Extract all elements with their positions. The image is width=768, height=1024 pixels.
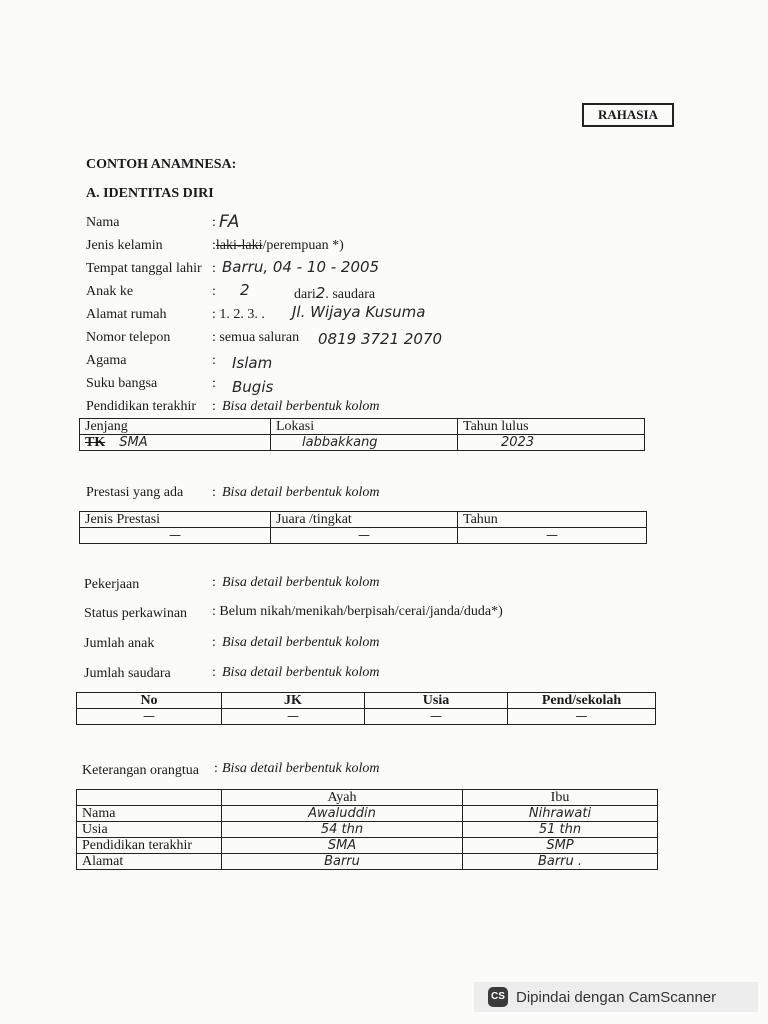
value-ibu-usia: 51 thn [538, 822, 582, 837]
sep-jenis-kelamin: : [212, 238, 216, 253]
dash-mark: — [169, 528, 181, 542]
cell-lokasi [271, 435, 458, 451]
cell-jk [222, 709, 365, 725]
sep-pekerjaan: : [212, 575, 216, 590]
dari-text [294, 284, 375, 303]
sep-pendidikan: : [212, 399, 216, 414]
label-jumlah-anak: Jumlah anak [84, 636, 155, 651]
label-orangtua: Keterangan orangtua [82, 763, 199, 778]
label-ttl: Tempat tanggal lahir [86, 261, 202, 276]
sep-orangtua: : [214, 761, 218, 776]
struck-laki: laki-laki [215, 238, 263, 253]
header-pend-sekolah: Pend/sekolah [508, 693, 656, 709]
cell-juara [271, 528, 458, 544]
label-telepon: Nomor telepon [86, 330, 171, 345]
cell-no [77, 709, 222, 725]
header-no: No [77, 693, 222, 709]
cell-tahun-lulus [458, 435, 645, 451]
cell-pend [508, 709, 656, 725]
section-title: A. IDENTITAS DIRI [86, 186, 214, 201]
sep-alamat: : 1. 2. 3. . [212, 307, 265, 322]
value-jenjang: SMA [119, 435, 148, 450]
sep-anak-ke: : [212, 284, 216, 299]
cell-usia [365, 709, 508, 725]
row-label-alamat: Alamat [77, 854, 222, 870]
value-tahun-lulus: 2023 [501, 435, 535, 450]
dash-mark: — [575, 709, 588, 723]
note-pendidikan: Bisa detail berbentuk kolom [222, 399, 380, 414]
education-table [79, 418, 645, 451]
value-ayah-alamat: Barru [324, 854, 360, 869]
perempuan-text: /perempuan *) [262, 238, 344, 253]
sep-agama: : [212, 353, 216, 368]
row-label-nama: Nama [77, 806, 222, 822]
cell-ibu-pendidikan [463, 838, 658, 854]
sep-jumlah-saudara: : [212, 665, 216, 680]
parent-table [76, 789, 658, 870]
value-ayah-usia: 54 thn [320, 822, 364, 837]
confidential-badge: RAHASIA [582, 103, 674, 127]
cell-ayah-alamat [222, 854, 463, 870]
label-suku: Suku bangsa [86, 376, 158, 391]
header-jk: JK [222, 693, 365, 709]
value-ibu-nama: Nihrawati [528, 806, 592, 821]
sep-suku: : [212, 376, 216, 391]
value-nama: FA [219, 212, 240, 232]
header-juara: Juara /tingkat [271, 512, 458, 528]
label-prestasi: Prestasi yang ada [86, 485, 184, 500]
header-ibu: Ibu [463, 790, 658, 806]
cell-jenjang [80, 435, 271, 451]
struck-tk: TK [85, 435, 106, 450]
label-jumlah-saudara: Jumlah saudara [84, 666, 171, 681]
watermark-text: Dipindai dengan CamScanner [516, 988, 717, 1006]
dash-mark: — [143, 709, 155, 723]
cell-ibu-alamat [463, 854, 658, 870]
saudara-label: . saudara [325, 287, 376, 302]
camscanner-logo-icon: CS [488, 987, 508, 1007]
sep-prestasi: : [212, 485, 216, 500]
dash-mark: — [358, 528, 370, 542]
header-tahun: Tahun [458, 512, 647, 528]
value-alamat: Jl. Wijaya Kusuma [292, 303, 426, 321]
note-prestasi: Bisa detail berbentuk kolom [222, 485, 380, 500]
label-status: Status perkawinan [84, 606, 188, 621]
cell-ayah-usia [222, 822, 463, 838]
header-ayah: Ayah [222, 790, 463, 806]
prestasi-table [79, 511, 647, 544]
label-pendidikan: Pendidikan terakhir [86, 399, 197, 414]
value-ayah-pendidikan: SMA [327, 838, 357, 853]
page-title: CONTOH ANAMNESA: [86, 157, 237, 172]
label-anak-ke: Anak ke [86, 284, 134, 299]
value-anak-ke: 2 [240, 281, 250, 299]
sibling-table [76, 692, 656, 725]
label-jenis-kelamin: Jenis kelamin [86, 238, 163, 253]
note-orangtua: Bisa detail berbentuk kolom [222, 761, 380, 776]
header-blank [77, 790, 222, 806]
cell-ayah-pendidikan [222, 838, 463, 854]
row-label-usia: Usia [77, 822, 222, 838]
header-usia: Usia [365, 693, 508, 709]
sep-jumlah-anak: : [212, 635, 216, 650]
value-jenis-kelamin [212, 238, 344, 254]
note-pekerjaan: Bisa detail berbentuk kolom [222, 575, 380, 590]
sep-telepon: : semua saluran [212, 330, 300, 345]
dash-mark: — [287, 709, 299, 723]
value-suku: Bugis [232, 378, 274, 396]
value-ttl: Barru, 04 - 10 - 2005 [222, 258, 380, 276]
value-ibu-alamat: Barru . [537, 854, 583, 869]
value-status: : Belum nikah/menikah/berpisah/cerai/janda/duda*) [212, 604, 503, 619]
value-telepon: 0819 3721 2070 [318, 330, 443, 348]
cell-tahun [458, 528, 647, 544]
header-tahun-lulus: Tahun lulus [458, 419, 645, 435]
header-jenjang: Jenjang [80, 419, 271, 435]
value-lokasi: labbakkang [302, 435, 378, 450]
dash-mark: — [430, 709, 442, 723]
dash-mark: — [546, 528, 558, 542]
note-jumlah-saudara: Bisa detail berbentuk kolom [222, 665, 380, 680]
label-nama: Nama [86, 215, 120, 230]
value-ayah-nama: Awaluddin [308, 806, 376, 821]
camscanner-watermark [474, 982, 758, 1012]
cell-ayah-nama [222, 806, 463, 822]
cell-ibu-nama [463, 806, 658, 822]
value-agama: Islam [232, 354, 273, 372]
value-ibu-pendidikan: SMP [546, 838, 574, 853]
cell-ibu-usia [463, 822, 658, 838]
note-jumlah-anak: Bisa detail berbentuk kolom [222, 635, 380, 650]
value-saudara-count: 2 [315, 284, 326, 302]
label-alamat: Alamat rumah [86, 307, 167, 322]
label-agama: Agama [86, 353, 127, 368]
header-jenis-prestasi: Jenis Prestasi [80, 512, 271, 528]
dari-label: dari [294, 287, 316, 302]
row-label-pendidikan: Pendidikan terakhir [77, 838, 222, 854]
label-pekerjaan: Pekerjaan [84, 577, 140, 592]
sep-nama: : [212, 215, 216, 230]
cell-jenis-prestasi [80, 528, 271, 544]
header-lokasi: Lokasi [271, 419, 458, 435]
sep-ttl: : [212, 261, 216, 276]
